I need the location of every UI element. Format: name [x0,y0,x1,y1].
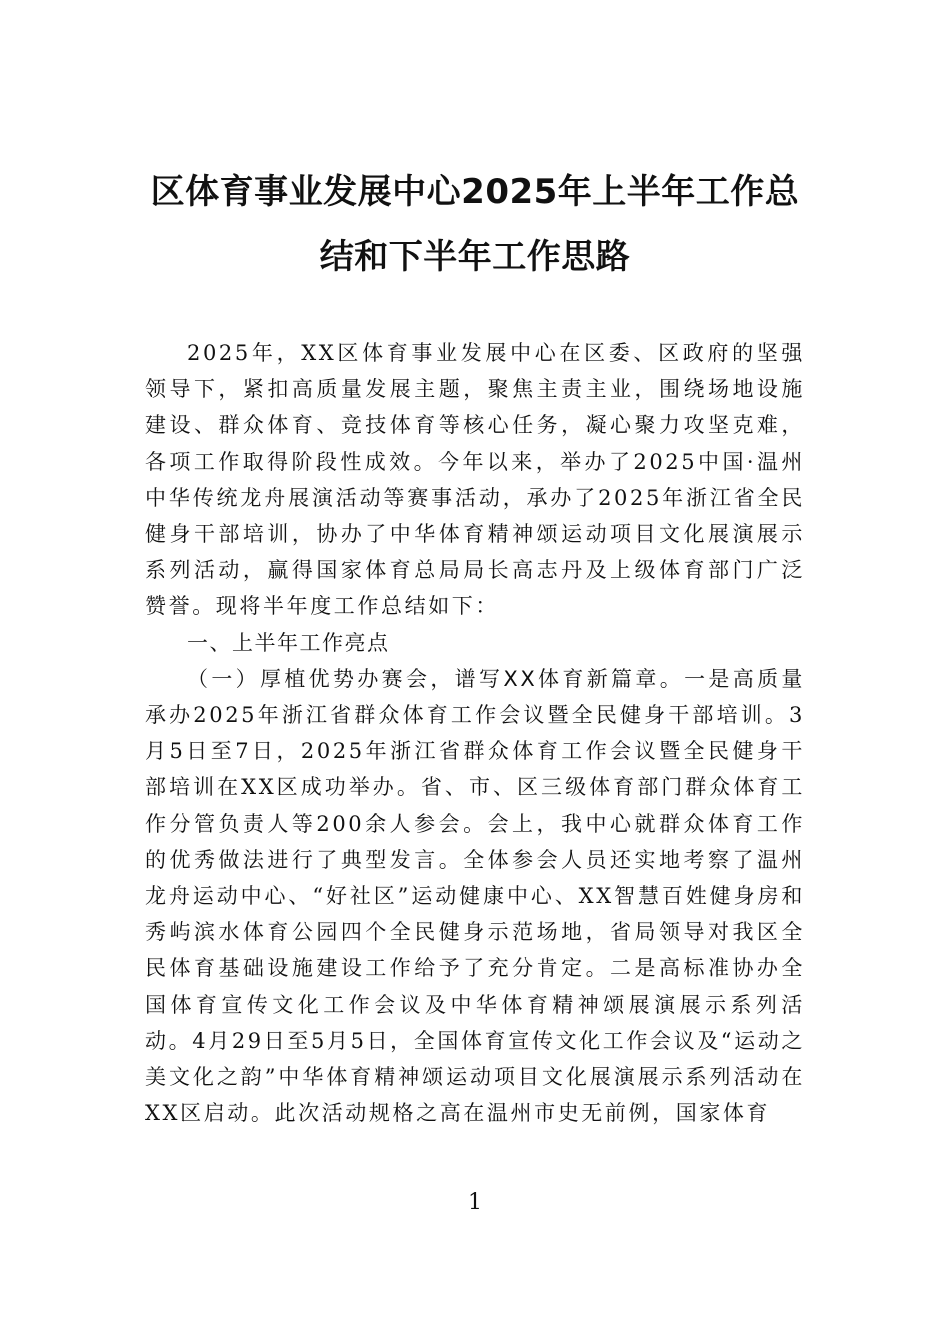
section-heading: 一、上半年工作亮点 [187,630,390,655]
subsection-paragraph [145,661,805,1132]
page-number: 1 [468,1190,482,1215]
subsection-heading: （一）厚植优势办赛会，谱写XX体育新篇章。 [187,666,685,691]
document-title: 区体育事业发展中心2025年上半年工作总结和下半年工作思路 [150,172,800,277]
subsection-body: 一是高质量承办2025年浙江省群众体育工作会议暨全民健身干部培训。3月5日至7日，2025年浙江省群众体育工作会议暨全民健身干部培训在XX区成功举办。省、市、区三级体育部门群众体育工作分管负责人等200余人参会。会上，我中心就群众体育工作的优秀做法进行了典型发言。全体参会人员还实地考察了温州龙舟运动中心、“好社区”运动健康中心、XX智慧百姓健身房和秀屿滨水体育公园四个全民健身示范场地，省局领导对我区全民体育基础设施建设工作给予了充分肯定。二是高标准协办全国体育宣传文化工作会议及中华体育精神颂展演展示系列活动。4月29日至5月5日，全国体育宣传文化工作会议及“运动之美文化之韵”中华体育精神颂运动项目文化展演展示系列活动在XX区启动。此次活动规格之高在温州市史无前例，国家体育 [145,666,805,1126]
document-body [145,335,805,1131]
intro-paragraph: 2025年，XX区体育事业发展中心在区委、区政府的坚强领导下，紧扣高质量发展主题，聚焦主责主业，围绕场地设施建设、群众体育、竞技体育等核心任务，凝心聚力攻坚克难，各项工作取得阶段性成效。今年以来，举办了2025中国·温州中华传统龙舟展演活动等赛事活动，承办了2025年浙江省全民健身干部培训，协办了中华体育精神颂运动项目文化展演展示系列活动，赢得国家体育总局局长高志丹及上级体育部门广泛赞誉。现将半年度工作总结如下： [145,341,805,619]
